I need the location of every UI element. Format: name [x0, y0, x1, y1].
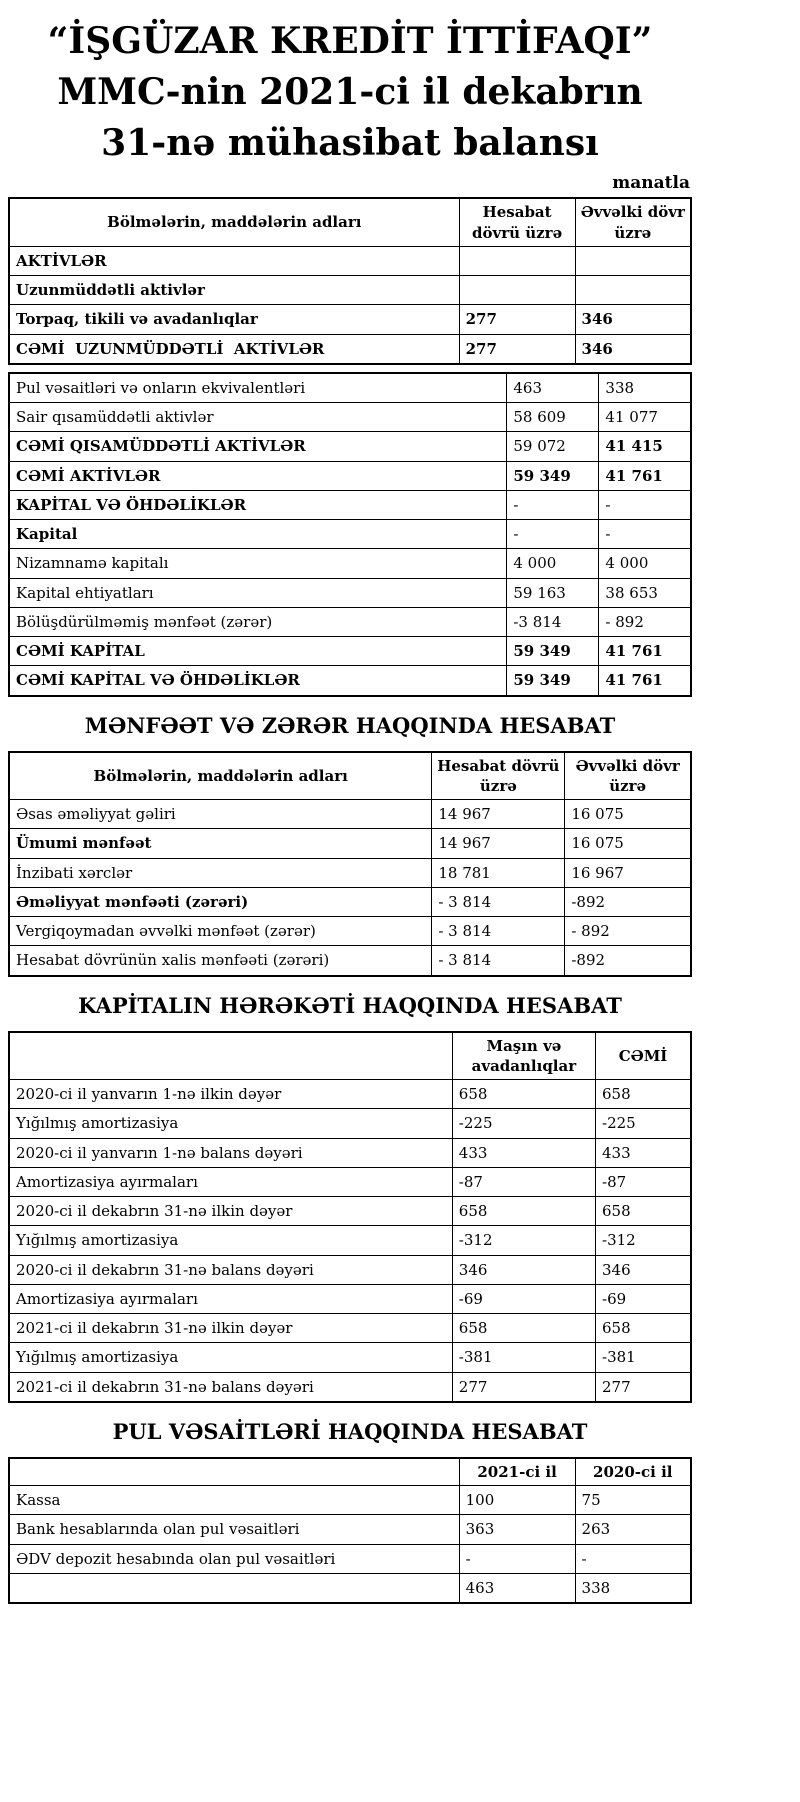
row-value: - [575, 1544, 691, 1573]
section-heading-cash-flow: PUL VƏSAİTLƏRİ HAQQINDA HESABAT [112, 1418, 588, 1444]
row-value: -225 [452, 1109, 595, 1138]
row-value: -87 [596, 1167, 691, 1196]
table-row [9, 490, 691, 519]
table-row [9, 917, 691, 946]
row-value: 41 761 [599, 637, 691, 666]
row-value: 363 [459, 1515, 575, 1544]
row-value: 16 075 [565, 800, 691, 829]
table-row [9, 549, 691, 578]
row-value: 433 [452, 1138, 595, 1167]
row-value: -87 [452, 1167, 595, 1196]
row-value: - [599, 490, 691, 519]
row-value: 277 [459, 334, 575, 364]
row-value: -69 [452, 1284, 595, 1313]
row-value: 14 967 [432, 829, 565, 858]
row-value: 4 000 [507, 549, 599, 578]
row-value: -69 [596, 1284, 691, 1313]
row-value: 14 967 [432, 800, 565, 829]
row-label: Amortizasiya ayırmaları [9, 1284, 452, 1313]
row-label: 2021-ci il dekabrın 31-nə ilkin dəyər [9, 1314, 452, 1343]
row-label: 2021-ci il dekabrın 31-nə balans dəyəri [9, 1372, 452, 1402]
row-value: 58 609 [507, 403, 599, 432]
row-value: 277 [459, 305, 575, 334]
table-row [9, 887, 691, 916]
table-header-row [9, 1032, 691, 1080]
row-label: ƏDV depozit hesabında olan pul vəsaitləri [9, 1544, 459, 1573]
table-row [9, 1080, 691, 1109]
profit-loss-table [8, 751, 692, 977]
column-header-machinery: Maşın və avadanlıqlar [452, 1032, 595, 1080]
table-row [9, 334, 691, 364]
balance-sheet-main-table [8, 372, 692, 697]
row-value: 277 [596, 1372, 691, 1402]
column-header-empty [9, 1032, 452, 1080]
row-value: 59 349 [507, 666, 599, 696]
row-label: Pul vəsaitləri və onların ekvivalentləri [9, 373, 507, 403]
row-label: 2020-ci il dekabrın 31-nə balans dəyəri [9, 1255, 452, 1284]
table-row [9, 1255, 691, 1284]
row-value: 338 [599, 373, 691, 403]
equity-movement-table [8, 1031, 692, 1403]
row-value: -312 [596, 1226, 691, 1255]
row-value: -892 [565, 887, 691, 916]
section-heading-equity-movement: KAPİTALIN HƏRƏKƏTİ HAQQINDA HESABAT [78, 992, 622, 1018]
row-value: -3 814 [507, 607, 599, 636]
row-value [575, 276, 691, 305]
table-row [9, 829, 691, 858]
row-label: Əsas əməliyyat gəliri [9, 800, 432, 829]
row-value: 4 000 [599, 549, 691, 578]
table-row [9, 1372, 691, 1402]
row-value: 38 653 [599, 578, 691, 607]
table-row [9, 305, 691, 334]
row-label: Yığılmış amortizasiya [9, 1343, 452, 1372]
row-value: 75 [575, 1486, 691, 1515]
row-label: Kapital [9, 520, 507, 549]
row-label: Hesabat dövrünün xalis mənfəəti (zərəri) [9, 946, 432, 976]
document-page [8, 0, 692, 1604]
title-line-2: MMC-nin 2021-ci il dekabrın [57, 71, 643, 114]
row-value: - 892 [599, 607, 691, 636]
table-row [9, 858, 691, 887]
row-label: Nizamnamə kapitalı [9, 549, 507, 578]
row-label: AKTİVLƏR [9, 246, 459, 275]
column-header-year-2020: 2020-ci il [575, 1458, 691, 1486]
row-label: Əməliyyat mənfəəti (zərəri) [9, 887, 432, 916]
row-value: - [459, 1544, 575, 1573]
table-row [9, 276, 691, 305]
table-row [9, 1197, 691, 1226]
row-label: 2020-ci il yanvarın 1-nə ilkin dəyər [9, 1080, 452, 1109]
row-value: -381 [596, 1343, 691, 1372]
table-row [9, 461, 691, 490]
row-value: 658 [596, 1197, 691, 1226]
column-header-current-period: Hesabat dövrü üzrə [459, 198, 575, 246]
row-value: 59 349 [507, 461, 599, 490]
section-heading-profit-loss: MƏNFƏƏT VƏ ZƏRƏR HAQQINDA HESABAT [84, 712, 616, 738]
row-value: 346 [596, 1255, 691, 1284]
row-value: 346 [575, 305, 691, 334]
table-row [9, 1515, 691, 1544]
row-value: 463 [459, 1573, 575, 1603]
currency-note: manatla [612, 173, 690, 194]
row-value: 41 415 [599, 432, 691, 461]
row-label: Kapital ehtiyatları [9, 578, 507, 607]
row-value: - 3 814 [432, 887, 565, 916]
row-label: Uzunmüddətli aktivlər [9, 276, 459, 305]
row-value: 277 [452, 1372, 595, 1402]
row-label: Yığılmış amortizasiya [9, 1226, 452, 1255]
row-value: - 892 [565, 917, 691, 946]
page-title [8, 16, 692, 169]
row-value: 658 [452, 1197, 595, 1226]
row-label [9, 1573, 459, 1603]
row-label: Bölüşdürülməmiş mənfəət (zərər) [9, 607, 507, 636]
table-row [9, 607, 691, 636]
row-label: Kassa [9, 1486, 459, 1515]
row-label: CƏMİ QISAMÜDDƏTLİ AKTİVLƏR [9, 432, 507, 461]
table-row [9, 432, 691, 461]
row-value: -892 [565, 946, 691, 976]
row-value: 658 [452, 1080, 595, 1109]
row-label: 2020-ci il yanvarın 1-nə balans dəyəri [9, 1138, 452, 1167]
table-row [9, 1544, 691, 1573]
row-value: - 3 814 [432, 917, 565, 946]
table-row [9, 1167, 691, 1196]
row-value: -381 [452, 1343, 595, 1372]
table-row [9, 637, 691, 666]
title-line-1: “İŞGÜZAR KREDİT İTTİFAQI” [47, 20, 653, 62]
row-value: 100 [459, 1486, 575, 1515]
row-label: KAPİTAL VƏ ÖHDƏLİKLƏR [9, 490, 507, 519]
row-value: - [507, 520, 599, 549]
table-row [9, 1284, 691, 1313]
table-row [9, 403, 691, 432]
table-row [9, 1314, 691, 1343]
column-header-total: CƏMİ [596, 1032, 691, 1080]
row-label: CƏMİ KAPİTAL [9, 637, 507, 666]
row-value: 41 077 [599, 403, 691, 432]
row-label: Vergiqoymadan əvvəlki mənfəət (zərər) [9, 917, 432, 946]
table-header-row [9, 198, 691, 246]
row-label: Yığılmış amortizasiya [9, 1109, 452, 1138]
row-value: 59 072 [507, 432, 599, 461]
column-header-current-period: Hesabat dövrü üzrə [432, 752, 565, 800]
table-row [9, 520, 691, 549]
column-header-empty [9, 1458, 459, 1486]
table-row [9, 1343, 691, 1372]
row-value: 41 761 [599, 666, 691, 696]
row-value: 41 761 [599, 461, 691, 490]
column-header-sections: Bölmələrin, maddələrin adları [9, 198, 459, 246]
row-label: Bank hesablarında olan pul vəsaitləri [9, 1515, 459, 1544]
table-row [9, 1109, 691, 1138]
balance-sheet-top-table [8, 197, 692, 365]
table-row [9, 666, 691, 696]
row-label: CƏMİ AKTİVLƏR [9, 461, 507, 490]
row-label: Ümumi mənfəət [9, 829, 432, 858]
table-header-row [9, 1458, 691, 1486]
row-value: 463 [507, 373, 599, 403]
cash-flow-table [8, 1457, 692, 1604]
row-value: 433 [596, 1138, 691, 1167]
row-value: 658 [452, 1314, 595, 1343]
table-header-row [9, 752, 691, 800]
table-row [9, 578, 691, 607]
row-label: Sair qısamüddətli aktivlər [9, 403, 507, 432]
row-label: Amortizasiya ayırmaları [9, 1167, 452, 1196]
row-value [459, 276, 575, 305]
row-value: 346 [575, 334, 691, 364]
row-value: 16 075 [565, 829, 691, 858]
column-header-previous-period: Əvvəlki dövr üzrə [575, 198, 691, 246]
table-row [9, 246, 691, 275]
table-row [9, 946, 691, 976]
table-row [9, 800, 691, 829]
column-header-year-2021: 2021-ci il [459, 1458, 575, 1486]
row-value: 658 [596, 1314, 691, 1343]
table-row [9, 1486, 691, 1515]
row-value: - [599, 520, 691, 549]
row-value: -225 [596, 1109, 691, 1138]
row-value: - [507, 490, 599, 519]
row-label: 2020-ci il dekabrın 31-nə ilkin dəyər [9, 1197, 452, 1226]
row-label: Torpaq, tikili və avadanlıqlar [9, 305, 459, 334]
row-value: -312 [452, 1226, 595, 1255]
table-row [9, 373, 691, 403]
row-value: 18 781 [432, 858, 565, 887]
row-value [575, 246, 691, 275]
column-header-sections: Bölmələrin, maddələrin adları [9, 752, 432, 800]
row-value: 59 349 [507, 637, 599, 666]
row-value [459, 246, 575, 275]
row-value: - 3 814 [432, 946, 565, 976]
row-label: CƏMİ UZUNMÜDDƏTLİ AKTİVLƏR [9, 334, 459, 364]
title-line-3: 31-nə mühasibat balansı [101, 122, 599, 165]
row-value: 658 [596, 1080, 691, 1109]
row-label: İnzibati xərclər [9, 858, 432, 887]
row-label: CƏMİ KAPİTAL VƏ ÖHDƏLİKLƏR [9, 666, 507, 696]
table-row [9, 1226, 691, 1255]
row-value: 346 [452, 1255, 595, 1284]
table-row [9, 1138, 691, 1167]
row-value: 263 [575, 1515, 691, 1544]
row-value: 59 163 [507, 578, 599, 607]
column-header-previous-period: Əvvəlki dövr üzrə [565, 752, 691, 800]
table-row [9, 1573, 691, 1603]
row-value: 16 967 [565, 858, 691, 887]
row-value: 338 [575, 1573, 691, 1603]
